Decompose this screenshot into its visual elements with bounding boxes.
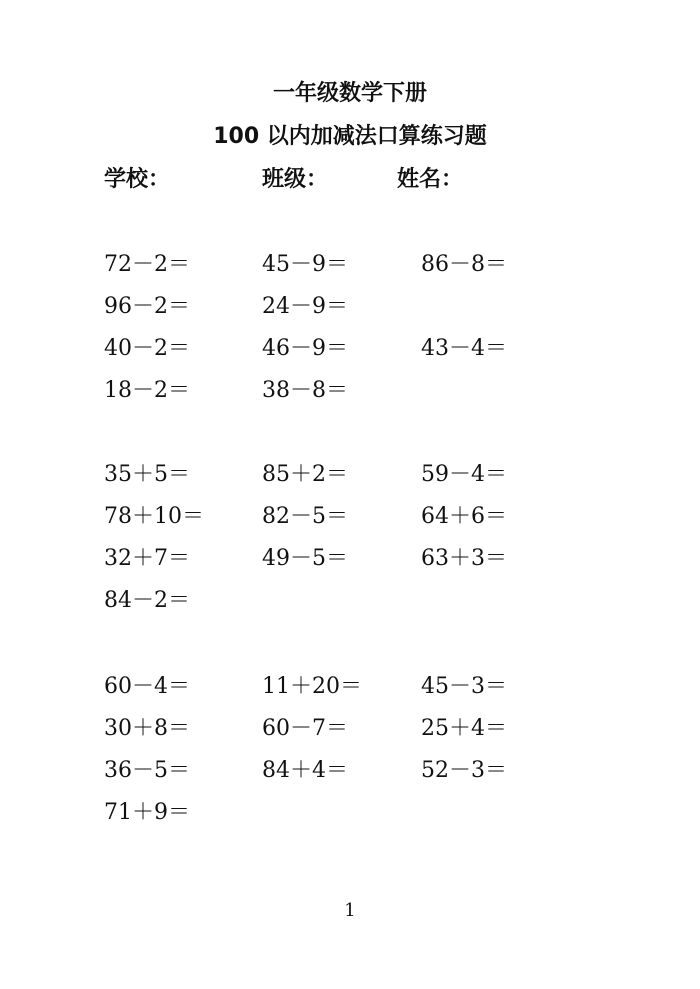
problem: 63＋3＝ xyxy=(421,546,507,571)
worksheet-subtitle: 100 以内加减法口算练习题 xyxy=(213,124,487,149)
problem: 46－9＝ xyxy=(262,336,348,361)
problem: 32＋7＝ xyxy=(104,546,190,571)
problem: 60－4＝ xyxy=(104,674,190,699)
problem: 30＋8＝ xyxy=(104,716,190,741)
class-label: 班级： xyxy=(262,167,329,192)
problem: 72－2＝ xyxy=(104,252,190,277)
problem: 84＋4＝ xyxy=(262,758,348,783)
school-label: 学校： xyxy=(104,167,171,192)
problem: 85＋2＝ xyxy=(262,462,348,487)
problem: 59－4＝ xyxy=(421,462,507,487)
problem: 25＋4＝ xyxy=(421,716,507,741)
problem: 96－2＝ xyxy=(104,294,190,319)
worksheet-title: 一年级数学下册 xyxy=(272,81,427,106)
problem: 49－5＝ xyxy=(262,546,348,571)
problem: 60－7＝ xyxy=(262,716,348,741)
problem: 86－8＝ xyxy=(421,252,507,277)
problem: 11＋20＝ xyxy=(262,674,362,699)
problem: 82－5＝ xyxy=(262,504,348,529)
problem: 24－9＝ xyxy=(262,294,348,319)
page-number: 1 xyxy=(344,900,356,921)
problem: 18－2＝ xyxy=(104,378,190,403)
problem: 36－5＝ xyxy=(104,758,190,783)
problem: 64＋6＝ xyxy=(421,504,507,529)
problem: 84－2＝ xyxy=(104,588,190,613)
problem: 45－9＝ xyxy=(262,252,348,277)
problem: 45－3＝ xyxy=(421,674,507,699)
problem: 38－8＝ xyxy=(262,378,348,403)
name-label: 姓名： xyxy=(397,167,464,192)
problem: 71＋9＝ xyxy=(104,800,190,825)
problem: 40－2＝ xyxy=(104,336,190,361)
problem: 35＋5＝ xyxy=(104,462,190,487)
problem: 78＋10＝ xyxy=(104,504,204,529)
problem: 52－3＝ xyxy=(421,758,507,783)
problem: 43－4＝ xyxy=(421,336,507,361)
